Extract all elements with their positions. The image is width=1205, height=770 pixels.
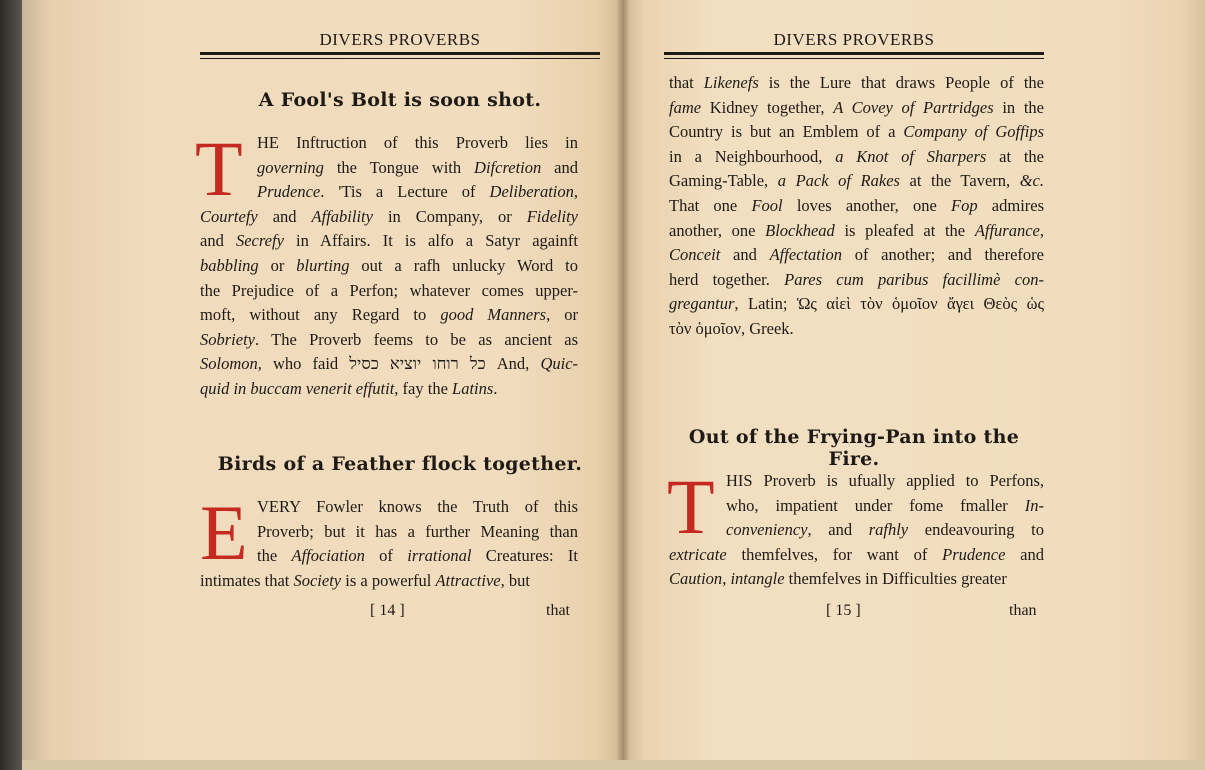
- italic-text: Affurance: [974, 220, 1040, 240]
- roman-text: and: [1005, 544, 1044, 564]
- roman-text: That one: [669, 195, 752, 215]
- text-line: [669, 317, 1044, 342]
- drop-cap: T: [667, 463, 715, 550]
- roman-text: is a powerful: [341, 570, 436, 590]
- text-line: [669, 567, 1044, 592]
- roman-text: at the Tavern,: [899, 171, 1020, 191]
- roman-text: or: [258, 255, 297, 275]
- right-page: [622, 0, 1205, 770]
- roman-text: . 'Tis a Lecture of: [320, 182, 490, 202]
- italic-text: babbling: [200, 255, 259, 275]
- roman-text: of: [364, 546, 408, 566]
- italic-text: Prudence: [942, 544, 1006, 564]
- roman-text: who, impatient under fome fmaller: [726, 495, 1025, 515]
- text-line: [200, 156, 578, 181]
- roman-text: themfelves, for want of: [726, 544, 943, 564]
- page-edge: [22, 760, 1205, 770]
- italic-text: Likenefs: [703, 73, 759, 92]
- italic-text: intangle: [730, 569, 785, 589]
- italic-text: Society: [293, 570, 342, 590]
- roman-text: that: [669, 73, 704, 92]
- roman-text: and: [720, 245, 770, 265]
- roman-text: herd together.: [669, 269, 785, 289]
- text-line: [669, 518, 1044, 543]
- italic-text: &c.: [1019, 171, 1044, 191]
- proverb-paragraph: [200, 131, 578, 402]
- roman-text: loves another, one: [782, 195, 951, 215]
- drop-cap: E: [200, 489, 248, 576]
- text-line: [200, 279, 578, 304]
- head-rule-thick: [664, 52, 1044, 55]
- italic-text: Latins: [452, 378, 494, 398]
- roman-text: ,: [1039, 220, 1044, 240]
- italic-text: Sobriety: [200, 329, 255, 349]
- drop-cap: T: [195, 125, 243, 212]
- roman-text: HIS Proverb is ufually applied to Perfons,: [726, 471, 1044, 490]
- roman-text: Proverb; but it has a further Meaning than: [257, 521, 578, 541]
- head-rule-thin: [200, 58, 600, 59]
- text-line: [200, 352, 578, 377]
- italic-text: Blockhead: [765, 220, 835, 240]
- italic-text: fame: [669, 97, 702, 117]
- italic-text: Affociation: [291, 546, 365, 566]
- roman-text: is the Lure that draws People of the: [758, 73, 1044, 92]
- roman-text: of another; and therefore: [841, 245, 1044, 265]
- roman-text: moft, without any Regard to: [200, 305, 441, 325]
- text-line: [200, 328, 578, 353]
- roman-text: .: [493, 378, 498, 398]
- roman-text: in Company, or: [372, 206, 527, 226]
- proverb-title: Birds of a Feather flock together.: [217, 453, 583, 475]
- roman-text: the Prejudice of a Perfon; whatever comes upper-: [200, 280, 578, 300]
- roman-text: themfelves in Difficulties greater: [784, 569, 1007, 589]
- roman-text: and: [541, 157, 578, 177]
- text-line: [669, 219, 1044, 244]
- italic-text: A Covey of Partridges: [833, 97, 994, 117]
- running-head: DIVERS PROVERBS: [773, 30, 935, 49]
- italic-text: Courtefy: [200, 206, 258, 226]
- roman-text: endeavouring to: [908, 520, 1044, 540]
- roman-text: HE Inftruction of this Proverb lies in: [257, 133, 578, 152]
- proverb-paragraph: [667, 463, 1044, 592]
- proverb-title: Out of the Frying-Pan into the Fire.: [688, 426, 1020, 470]
- text-line: [669, 194, 1044, 219]
- roman-text: ,: [722, 569, 731, 589]
- italic-text: gregantur: [669, 294, 735, 314]
- italic-text: conveniency: [726, 520, 808, 540]
- gutter-shadow: [616, 0, 630, 770]
- roman-text: , or: [546, 305, 578, 325]
- roman-text: Creatures: It: [471, 546, 578, 566]
- text-line: [669, 292, 1044, 317]
- roman-text: VERY Fowler knows the Truth of this: [257, 497, 578, 516]
- italic-text: quid in buccam venerit effutit: [200, 378, 395, 398]
- text-line: [200, 303, 578, 328]
- italic-text: Fidelity: [526, 206, 578, 226]
- roman-text: , Latin; Ὡς αἰεὶ τὸν ὁμοῖον ἄγει Θεὸς ὡς: [734, 294, 1044, 314]
- italic-text: Quic-: [540, 354, 578, 374]
- page-number: [ 14 ]: [370, 602, 405, 619]
- italic-text: Secrefy: [235, 231, 284, 251]
- text-line: [200, 520, 578, 545]
- roman-text: . The Proverb feems to be as ancient as: [255, 329, 578, 349]
- italic-text: a Pack of Rakes: [777, 171, 900, 191]
- page-number: [ 15 ]: [826, 602, 861, 619]
- italic-text: Caution: [669, 569, 723, 589]
- italic-text: rafhly: [868, 520, 909, 540]
- italic-text: governing: [257, 157, 324, 177]
- roman-text: τὸν ὁμοῖον, Greek.: [669, 318, 794, 338]
- roman-text: , and: [807, 520, 869, 540]
- open-book: [22, 0, 1205, 770]
- roman-text: at the: [986, 146, 1044, 166]
- text-line: [669, 96, 1044, 121]
- roman-text: and: [257, 206, 312, 226]
- italic-text: Affectation: [769, 245, 842, 265]
- italic-text: irrational: [407, 546, 472, 566]
- italic-text: Company of Goffips: [903, 122, 1044, 142]
- italic-text: Conceit: [669, 245, 721, 265]
- italic-text: blurting: [296, 255, 350, 275]
- text-line: [669, 469, 1044, 494]
- text-line: [200, 254, 578, 279]
- text-line: [669, 169, 1044, 194]
- roman-text: and: [200, 231, 236, 251]
- roman-text: is pleafed at the: [834, 220, 975, 240]
- roman-text: out a rafh unlucky Word to: [349, 255, 578, 275]
- italic-text: Fool: [751, 195, 783, 215]
- left-page: [22, 0, 622, 770]
- roman-text: , who faid כל רוחו יוציא כסיל And,: [257, 354, 541, 374]
- roman-text: the: [257, 546, 292, 566]
- text-line: [200, 544, 578, 569]
- text-line: [200, 180, 578, 205]
- head-rule-thick: [200, 52, 600, 55]
- text-line: [200, 205, 578, 230]
- roman-text: Country is but an Emblem of a: [669, 122, 904, 142]
- roman-text: admires: [977, 195, 1044, 215]
- italic-text: Fop: [951, 195, 978, 215]
- text-line: [669, 494, 1044, 519]
- catchword: that: [546, 602, 570, 619]
- roman-text: , fay the: [394, 378, 453, 398]
- italic-text: good Manners: [440, 305, 547, 325]
- italic-text: Attractive: [435, 570, 501, 590]
- roman-text: another, one: [669, 220, 766, 240]
- italic-text: In-: [1024, 495, 1044, 515]
- head-rule-thin: [664, 58, 1044, 59]
- text-line: [669, 243, 1044, 268]
- continuation-paragraph: [669, 71, 1044, 342]
- roman-text: in the: [993, 97, 1044, 117]
- roman-text: Gaming-Table,: [669, 171, 778, 191]
- roman-text: intimates that: [200, 570, 294, 590]
- proverb-paragraph: [200, 489, 578, 593]
- proverb-title: A Fool's Bolt is soon shot.: [258, 89, 542, 111]
- italic-text: extricate: [669, 544, 727, 564]
- running-head: DIVERS PROVERBS: [319, 30, 481, 49]
- roman-text: , but: [500, 570, 530, 590]
- roman-text: in a Neighbourhood,: [669, 146, 836, 166]
- text-line: [200, 131, 578, 156]
- text-line: [669, 71, 1044, 96]
- text-line: [200, 377, 578, 402]
- text-line: [669, 145, 1044, 170]
- roman-text: the Tongue with: [323, 157, 475, 177]
- roman-text: in Affairs. It is alfo a Satyr againft: [283, 231, 578, 251]
- italic-text: Prudence: [257, 182, 321, 202]
- text-line: [200, 569, 578, 594]
- italic-text: a Knot of Sharpers: [835, 146, 987, 166]
- italic-text: Difcretion: [474, 157, 542, 177]
- text-line: [669, 120, 1044, 145]
- text-line: [669, 543, 1044, 568]
- italic-text: Deliberation: [489, 182, 574, 202]
- text-line: [669, 268, 1044, 293]
- italic-text: Solomon: [200, 354, 258, 374]
- roman-text: Kidney together,: [701, 97, 834, 117]
- text-line: [200, 495, 578, 520]
- catchword: than: [1009, 602, 1037, 619]
- roman-text: ,: [573, 182, 578, 202]
- text-line: [200, 229, 578, 254]
- italic-text: Affability: [311, 206, 373, 226]
- italic-text: Pares cum paribus facillimè con-: [784, 269, 1044, 289]
